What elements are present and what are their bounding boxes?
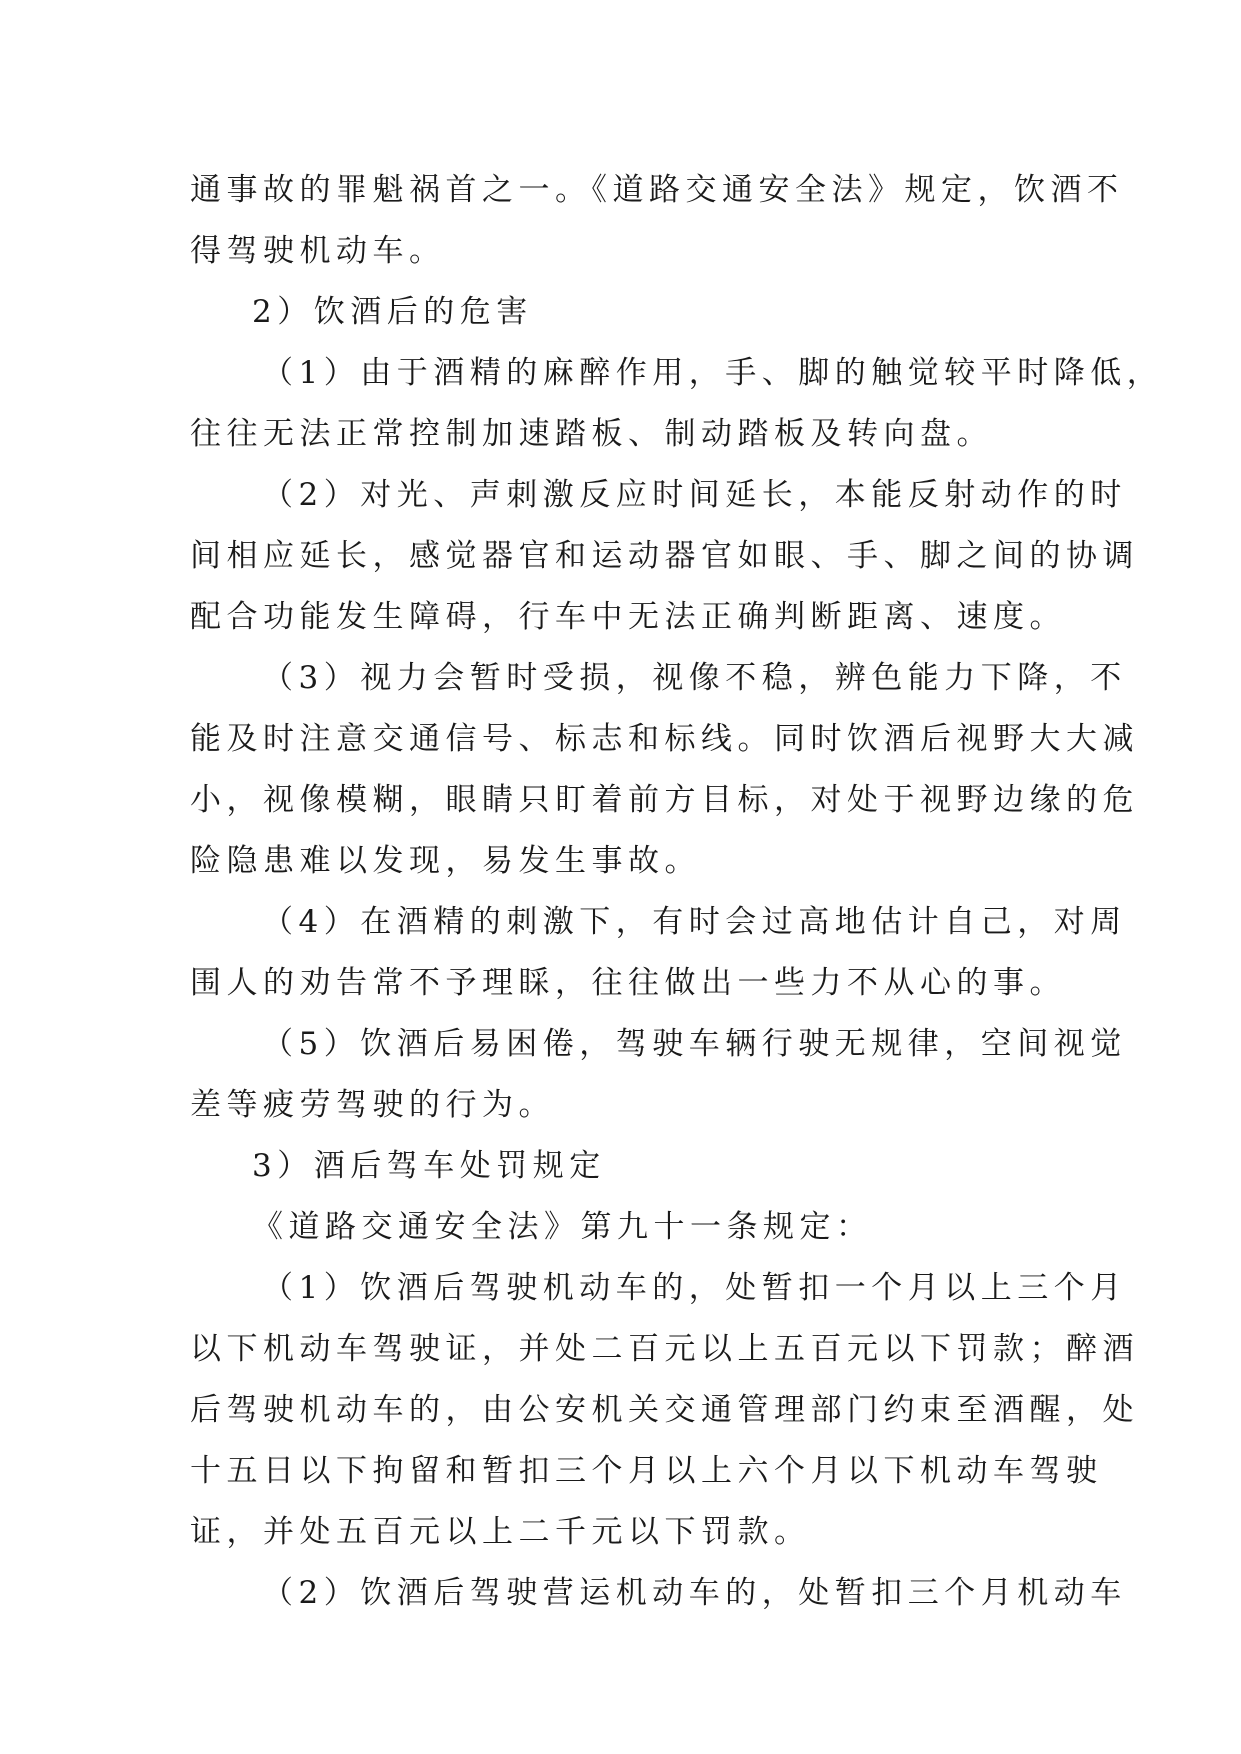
document-body	[190, 160, 1164, 1624]
paragraph-line: 小，视像模糊，眼睛只盯着前方目标，对处于视野边缘的危	[190, 782, 1139, 818]
paragraph-line: 以下机动车驾驶证，并处二百元以上五百元以下罚款；醉酒	[190, 1331, 1139, 1367]
paragraph-line: 十五日以下拘留和暂扣三个月以上六个月以下机动车驾驶	[190, 1453, 1103, 1489]
paragraph-line: （1）由于酒精的麻醉作用，手、脚的触觉较平时降低，	[262, 355, 1164, 391]
paragraph-line: 险隐患难以发现，易发生事故。	[190, 843, 701, 879]
paragraph-line: 通事故的罪魁祸首之一。《道路交通安全法》规定，饮酒不	[190, 172, 1124, 208]
paragraph-line: 差等疲劳驾驶的行为。	[190, 1087, 555, 1123]
paragraph-line: 《道路交通安全法》第九十一条规定：	[252, 1209, 873, 1245]
section-heading: 2）饮酒后的危害	[252, 294, 533, 330]
paragraph-line: （2）对光、声刺激反应时间延长，本能反射动作的时	[262, 477, 1127, 513]
paragraph-line: （2）饮酒后驾驶营运机动车的，处暂扣三个月机动车	[262, 1575, 1127, 1611]
paragraph-line: （3）视力会暂时受损，视像不稳，辨色能力下降，不	[262, 660, 1127, 696]
section-heading: 3）酒后驾车处罚规定	[252, 1148, 606, 1184]
paragraph-line: （5）饮酒后易困倦，驾驶车辆行驶无规律，空间视觉	[262, 1026, 1127, 1062]
paragraph-line: 得驾驶机动车。	[190, 233, 446, 269]
paragraph-line: 能及时注意交通信号、标志和标线。同时饮酒后视野大大减	[190, 721, 1139, 757]
paragraph-line: （4）在酒精的刺激下，有时会过高地估计自己，对周	[262, 904, 1127, 940]
paragraph-line: 围人的劝告常不予理睬，往往做出一些力不从心的事。	[190, 965, 1066, 1001]
paragraph-line: 往往无法正常控制加速踏板、制动踏板及转向盘。	[190, 416, 993, 452]
paragraph-line: 间相应延长，感觉器官和运动器官如眼、手、脚之间的协调	[190, 538, 1139, 574]
paragraph-line: 后驾驶机动车的，由公安机关交通管理部门约束至酒醒，处	[190, 1392, 1139, 1428]
paragraph-line: 证，并处五百元以上二千元以下罚款。	[190, 1514, 811, 1550]
paragraph-line: 配合功能发生障碍，行车中无法正确判断距离、速度。	[190, 599, 1066, 635]
paragraph-line: （1）饮酒后驾驶机动车的，处暂扣一个月以上三个月	[262, 1270, 1127, 1306]
